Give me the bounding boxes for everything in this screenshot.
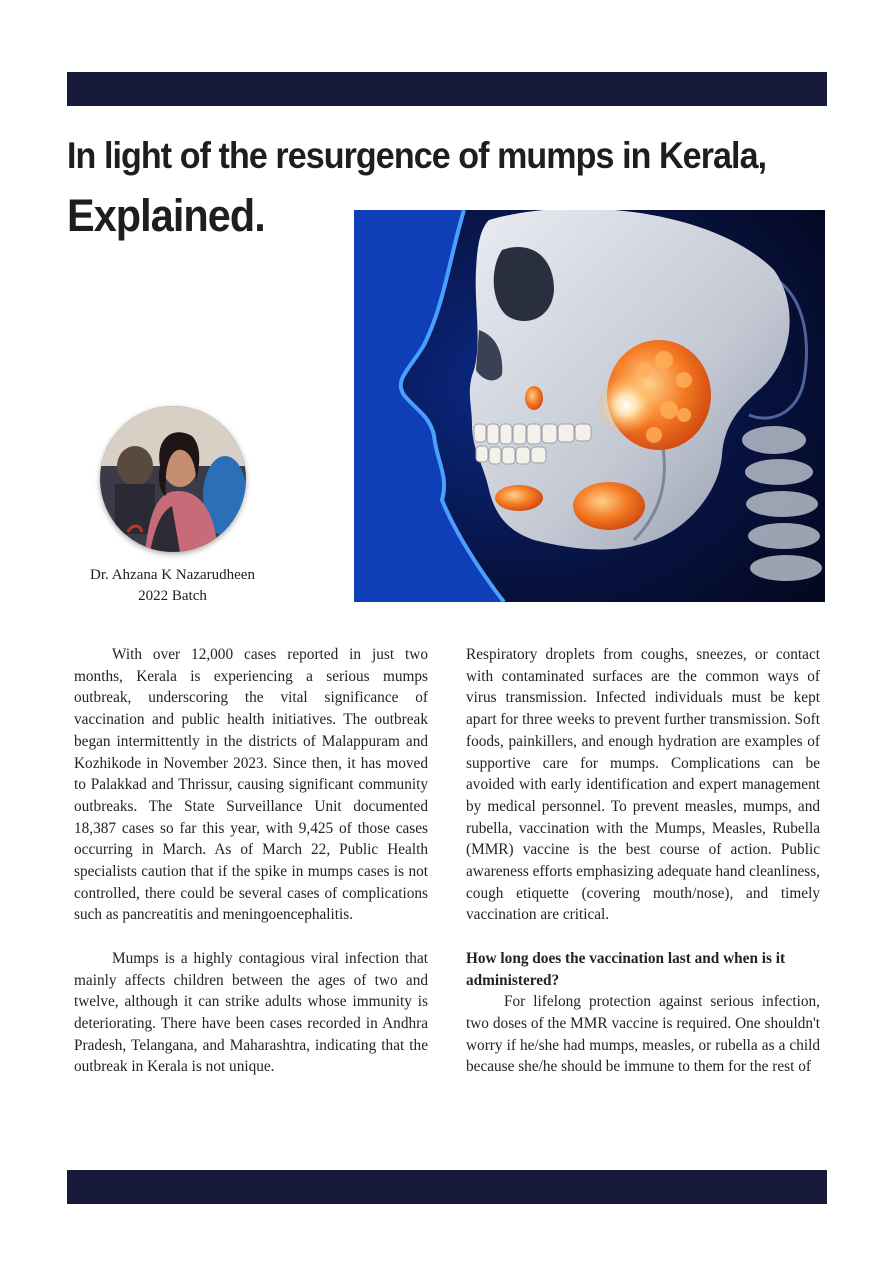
paragraph: Respiratory droplets from coughs, sneezes, or contact with contaminated surfaces are the common ways of virus transmission. Infected individuals must be kept apart for three weeks to prevent further transmission. Soft foods, painkillers, and enough hydration are examples of supportive care for mumps. Complications can be avoided with early identification and expert management by medical personnel. To prevent measles, mumps, and rubella, vaccination with the Mumps, Measles, Rubella (MMR) vaccine is the best course of action. Public awareness efforts emphasizing adequate hand cleanliness, cough etiquette (covering mouth/nose), and timely vaccination are critical. [466,646,820,924]
author-photo [100,406,246,552]
author-batch: 2022 Batch [138,588,207,604]
paragraph-gap [74,926,428,948]
section-subheading: How long does the vaccination last and when is it administered? [466,949,786,989]
skull-glands-illustration [354,210,825,602]
author-avatar [100,406,246,552]
headline-line-2: Explained. [67,190,265,241]
article-column-right [466,644,820,1078]
bottom-banner [67,1170,827,1204]
paragraph: Mumps is a highly contagious viral infection that mainly affects children between the ages of two and twelve, although it can strike adults whose immunity is deteriorating. There have been cases recorded in Andhra Pradesh, Telangana, and Maharashtra, indicating that the outbreak in Kerala is not unique. [74,949,428,1076]
headline-line-1: In light of the resurgence of mumps in Kerala, [67,135,767,176]
author-name: Dr. Ahzana K Nazarudheen [90,567,255,583]
top-banner [67,72,827,106]
article-column-left [74,644,428,1078]
paragraph-gap [466,926,820,948]
paragraph: With over 12,000 cases reported in just two months, Kerala is experiencing a serious mumps outbreak, underscoring the vital significance of vaccination and public health initiatives. The outbreak began intermittently in the districts of Malappuram and Kozhikode in November 2023. Since then, it has moved to Palakkad and Thrissur, causing significant community outbreaks. The State Surveillance Unit documented 18,387 cases so far this year, with 9,425 of those cases occurring in March. As of March 22, Public Health specialists caution that if the spike in mumps cases is not controlled, there could be several cases of complications such as pancreatitis and meningoencephalitis. [74,646,428,924]
hero-illustration [354,210,825,602]
paragraph: For lifelong protection against serious infection, two doses of the MMR vaccine is required. One shouldn't worry if he/she had mumps, measles, or rubella as a child because she/he should be immune to them for the rest of [466,993,820,1076]
